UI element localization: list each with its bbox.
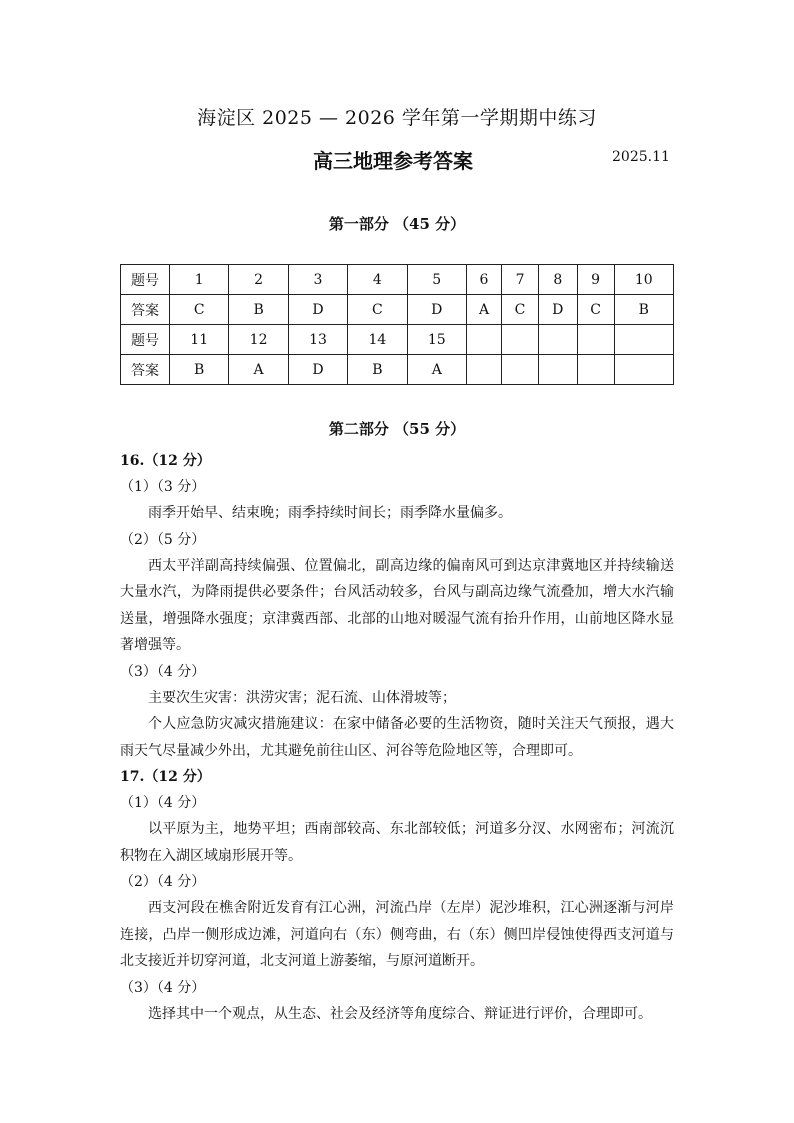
table-cell: 3 bbox=[288, 265, 347, 295]
table-cell: C bbox=[170, 295, 229, 325]
answer-paragraph: 选择其中一个观点，从生态、社会及经济等角度综合、辩证进行评价，合理即可。 bbox=[148, 1005, 652, 1022]
page-subtitle: 高三地理参考答案 bbox=[313, 149, 473, 173]
table-cell bbox=[502, 355, 539, 385]
table-cell bbox=[466, 355, 501, 385]
part1-title: 第一部分 （45 分） bbox=[328, 215, 466, 233]
table-row bbox=[121, 325, 674, 355]
table-cell: C bbox=[502, 295, 539, 325]
table-cell: B bbox=[170, 355, 229, 385]
subquestion-label: （2）（4 分） bbox=[120, 874, 206, 890]
table-cell: 8 bbox=[539, 265, 578, 295]
table-cell: B bbox=[614, 295, 673, 325]
table-cell bbox=[466, 325, 501, 355]
table-cell: 14 bbox=[348, 325, 407, 355]
page-title: 海淀区 2025 — 2026 学年第一学期期中练习 bbox=[197, 107, 597, 129]
table-cell bbox=[614, 325, 673, 355]
table-cell: 12 bbox=[229, 325, 288, 355]
table-cell bbox=[614, 355, 673, 385]
subquestion-label: （3）（4 分） bbox=[120, 979, 206, 996]
subquestion-label: （1）（3 分） bbox=[120, 479, 206, 495]
answer-paragraph: 雨季开始早、结束晚；雨季持续时间长；雨季降水量偏多。 bbox=[148, 505, 512, 521]
row-label: 答案 bbox=[121, 355, 170, 385]
part2-content bbox=[120, 448, 674, 1027]
table-cell: C bbox=[348, 295, 407, 325]
question-heading: 16.（12 分） bbox=[120, 453, 211, 469]
row-label: 答案 bbox=[121, 295, 170, 325]
table-cell bbox=[502, 325, 539, 355]
table-row bbox=[121, 295, 674, 325]
question-heading: 17.（12 分） bbox=[120, 769, 211, 785]
table-cell: C bbox=[577, 295, 614, 325]
table-cell: 15 bbox=[407, 325, 466, 355]
row-label: 题号 bbox=[121, 265, 170, 295]
table-cell: 11 bbox=[170, 325, 229, 355]
table-cell: 13 bbox=[288, 325, 347, 355]
table-cell: A bbox=[407, 355, 466, 385]
subquestion-label: （2）（5 分） bbox=[120, 531, 206, 548]
table-cell: 4 bbox=[348, 265, 407, 295]
subquestion-label: （1）（4 分） bbox=[120, 795, 206, 811]
table-cell: A bbox=[466, 295, 501, 325]
table-cell: D bbox=[288, 355, 347, 385]
answer-paragraph: 西支河段在樵舍附近发育有江心洲，河流凸岸（左岸）泥沙堆积，江心洲逐渐与河岸连接，凸岸一侧形成边滩，河道向右（东）侧弯曲，右（东）侧凹岸侵蚀使得西支河道与北支接近并切穿河道，北支河道上游萎缩，与原河道断开。 bbox=[120, 900, 674, 969]
table-cell: 9 bbox=[577, 265, 614, 295]
table-row bbox=[121, 265, 674, 295]
table-cell bbox=[577, 325, 614, 355]
answer-table bbox=[120, 264, 674, 385]
table-cell: D bbox=[288, 295, 347, 325]
table-cell bbox=[577, 355, 614, 385]
table-cell: D bbox=[407, 295, 466, 325]
table-cell: 7 bbox=[502, 265, 539, 295]
answer-paragraph: 个人应急防灾减灾措施建议：在家中储备必要的生活物资，随时关注天气预报，遇大雨天气尽量减少外出，尤其避免前往山区、河谷等危险地区等，合理即可。 bbox=[120, 716, 674, 759]
table-cell: 1 bbox=[170, 265, 229, 295]
table-cell bbox=[539, 355, 578, 385]
table-row bbox=[121, 355, 674, 385]
table-cell: 6 bbox=[466, 265, 501, 295]
table-cell: A bbox=[229, 355, 288, 385]
table-cell bbox=[539, 325, 578, 355]
table-cell: B bbox=[229, 295, 288, 325]
table-cell: D bbox=[539, 295, 578, 325]
table-cell: 5 bbox=[407, 265, 466, 295]
answer-paragraph: 西太平洋副高持续偏强、位置偏北，副高边缘的偏南风可到达京津冀地区并持续输送大量水汽，为降雨提供必要条件；台风活动较多，台风与副高边缘气流叠加，增大水汽输送量，增强降水强度；京津冀西部、北部的山地对暖湿气流有抬升作用，山前地区降水显著增强等。 bbox=[120, 557, 674, 653]
table-cell: B bbox=[348, 355, 407, 385]
table-cell: 10 bbox=[614, 265, 673, 295]
part2-title: 第二部分 （55 分） bbox=[328, 420, 466, 438]
table-cell: 2 bbox=[229, 265, 288, 295]
date-label: 2025.11 bbox=[612, 149, 670, 165]
subquestion-label: （3）（4 分） bbox=[120, 663, 206, 680]
answer-paragraph: 以平原为主，地势平坦；西南部较高、东北部较低；河道多分汊、水网密布；河流沉积物在入湖区域扇形展开等。 bbox=[120, 821, 674, 864]
answer-paragraph: 主要次生灾害：洪涝灾害；泥石流、山体滑坡等； bbox=[148, 689, 456, 706]
row-label: 题号 bbox=[121, 325, 170, 355]
